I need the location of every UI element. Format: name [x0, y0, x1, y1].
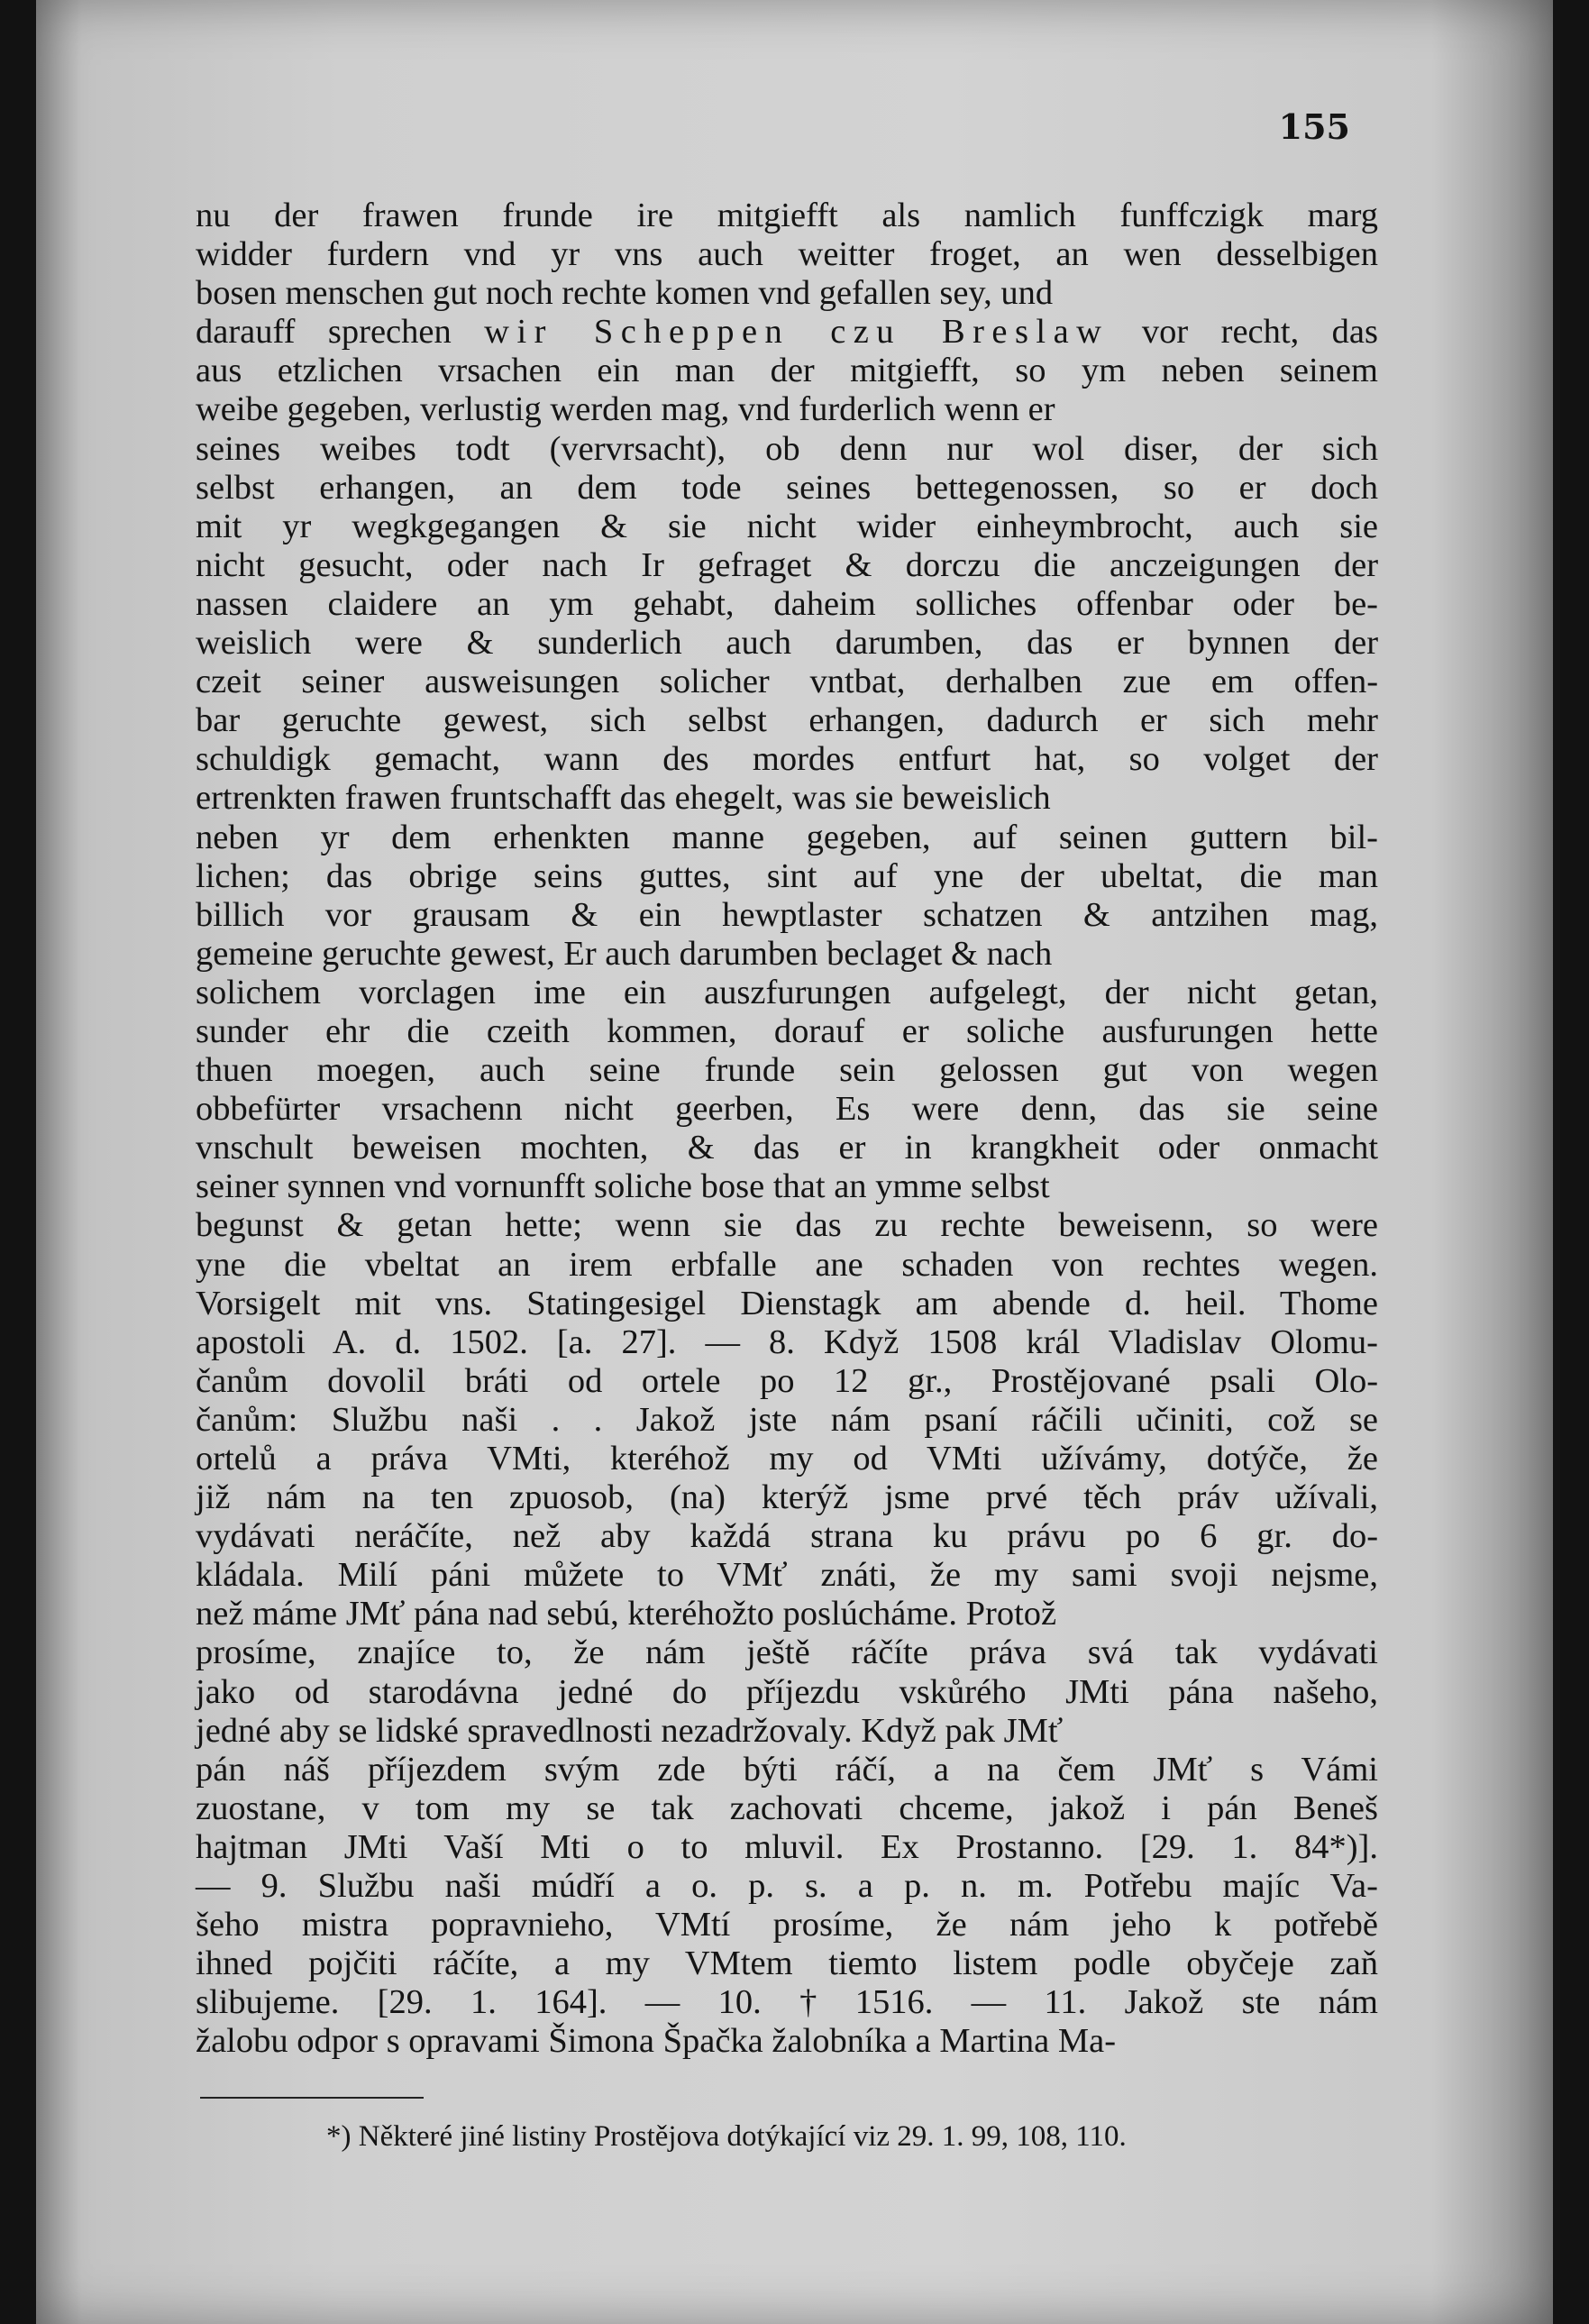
- text-line: ortelů a práva VMti, kteréhož my od VMti užívámy, dotýče, že: [196, 1440, 1378, 1478]
- text-line: žalobu odpor s opravami Šimona Špačka žalobníka a Martina Ma-: [196, 2022, 1117, 2061]
- text-line: zuostane, v tom my se tak zachovati chceme, jakož i pán Beneš: [196, 1789, 1378, 1827]
- text-line: yne die vbeltat an irem erbfalle ane schaden von rechtes wegen.: [196, 1245, 1378, 1284]
- text-line: darauff sprechen wir Scheppen czu Breslaw vor recht, das: [196, 313, 1378, 352]
- body-text: [196, 197, 1378, 2062]
- text-line: mit yr wegkgegangen & sie nicht wider einheymbrocht, auch sie: [196, 507, 1378, 545]
- text-line: lichen; das obrige seins guttes, sint auf yne der ubeltat, die man: [196, 856, 1378, 895]
- text-line: hajtman JMti Vaší Mti o to mluvil. Ex Prostanno. [29. 1. 84*)].: [196, 1827, 1378, 1866]
- text-line: vnschult beweisen mochten, & das er in krangkheit oder onmacht: [196, 1129, 1379, 1167]
- spaced-phrase: wir Scheppen czu Breslaw: [484, 313, 1110, 352]
- text-line: — 9. Službu naši múdří a o. p. s. a p. n. m. Potřebu majíc Va-: [196, 1867, 1378, 1906]
- text-line: ihned pojčiti ráčíte, a my VMtem tiemto listem podle obyčeje zaň: [196, 1944, 1378, 1983]
- text-line: czeit seiner ausweisungen solicher vntbat, derhalben zue em offen-: [196, 663, 1379, 701]
- text-line: weislich were & sunderlich auch darumben, das er bynnen der: [196, 624, 1379, 663]
- page-number: 155: [1278, 106, 1350, 147]
- text-line: neben yr dem erhenkten manne gegeben, auf seinen guttern bil-: [196, 818, 1378, 856]
- text-line: thuen moegen, auch seine frunde sein gelossen gut von wegen: [196, 1051, 1379, 1090]
- text-line: slibujeme. [29. 1. 164]. — 10. † 1516. — 11. Jakož ste nám: [196, 1983, 1379, 2022]
- text-line: ertrenkten frawen fruntschafft das ehegelt, was sie beweislich: [196, 779, 1051, 818]
- text-line: begunst & getan hette; wenn sie das zu rechte beweisenn, so were: [196, 1206, 1379, 1245]
- text-line: kládala. Milí páni můžete to VMť znáti, že my sami svoji nejsme,: [196, 1556, 1378, 1595]
- text-line: jedné aby se lidské spravedlnosti nezadržovaly. Když pak JMť: [196, 1711, 1064, 1750]
- text-line: obbefürter vrsachenn nicht geerben, Es were denn, das sie seine: [196, 1090, 1379, 1129]
- text-line: nu der frawen frunde ire mitgiefft als namlich funffczigk marg: [196, 197, 1378, 234]
- text-line: nicht gesucht, oder nach Ir gefraget & dorczu die anczeigungen der: [196, 545, 1379, 584]
- text-line: seiner synnen vnd vornunfft soliche bose that an ymme selbst: [196, 1167, 1050, 1206]
- text-line: jako od starodávna jedné do příjezdu vskůrého JMti pána našeho,: [196, 1672, 1378, 1711]
- text-line: vydávati neráčíte, než aby každá strana ku právu po 6 gr. do-: [196, 1517, 1379, 1556]
- text-line: billich vor grausam & ein hewptlaster schatzen & antzihen mag,: [196, 895, 1379, 934]
- text-line: šeho mistra popravnieho, VMtí prosíme, že nám jeho k potřebě: [196, 1906, 1378, 1944]
- text-line: schuldigk gemacht, wann des mordes entfurt hat, so volget der: [196, 740, 1378, 779]
- text-line: aus etzlichen vrsachen ein man der mitgiefft, so ym neben seinem: [196, 352, 1378, 390]
- text-line: seines weibes todt (vervrsacht), ob denn nur wol diser, der sich: [196, 429, 1378, 468]
- footnote-divider: [200, 2097, 424, 2099]
- footnote: *) Některé jiné listiny Prostějova dotýkající viz 29. 1. 99, 108, 110.: [326, 2120, 1127, 2153]
- text-line: apostoli A. d. 1502. [a. 27]. — 8. Když 1508 král Vladislav Olomu-: [196, 1322, 1378, 1361]
- text-line: widder furdern vnd yr vns auch weitter froget, an wen desselbigen: [196, 235, 1378, 274]
- text-line: čanům dovolil bráti od ortele po 12 gr., Prostějované psali Olo-: [196, 1361, 1379, 1400]
- text-line: solichem vorclagen ime ein auszfurungen aufgelegt, der nicht getan,: [196, 973, 1379, 1011]
- text-line: nassen claidere an ym gehabt, daheim solliches offenbar oder be-: [196, 584, 1378, 623]
- text-line: bar geruchte gewest, sich selbst erhangen, dadurch er sich mehr: [196, 701, 1378, 740]
- text-line: pán náš příjezdem svým zde býti ráčí, a na čem JMť s Vámi: [196, 1750, 1378, 1789]
- text-line: selbst erhangen, an dem tode seines bettegenossen, so er doch: [196, 468, 1378, 507]
- text-line: prosíme, znajíce to, že nám ještě ráčíte práva svá tak vydávati: [196, 1633, 1378, 1672]
- text-line: bosen menschen gut noch rechte komen vnd gefallen sey, und: [196, 274, 1054, 313]
- text-line: sunder ehr die czeith kommen, dorauf er soliche ausfurungen hette: [196, 1011, 1378, 1050]
- text-line: gemeine geruchte gewest, Er auch darumben beclaget & nach: [196, 934, 1053, 973]
- book-page: [36, 0, 1553, 2324]
- text-line: čanům: Službu naši . . Jakož jste nám psaní ráčili učiniti, což se: [196, 1400, 1379, 1439]
- text-line: Vorsigelt mit vns. Statingesigel Dienstagk am abende d. heil. Thome: [196, 1284, 1378, 1322]
- text-line: již nám na ten zpuosob, (na) kterýž jsme prvé těch práv užívali,: [196, 1478, 1379, 1517]
- text-line: než máme JMť pána nad sebú, kteréhožto poslúcháme. Protož: [196, 1595, 1057, 1633]
- text-line: weibe gegeben, verlustig werden mag, vnd furderlich wenn er: [196, 390, 1055, 429]
